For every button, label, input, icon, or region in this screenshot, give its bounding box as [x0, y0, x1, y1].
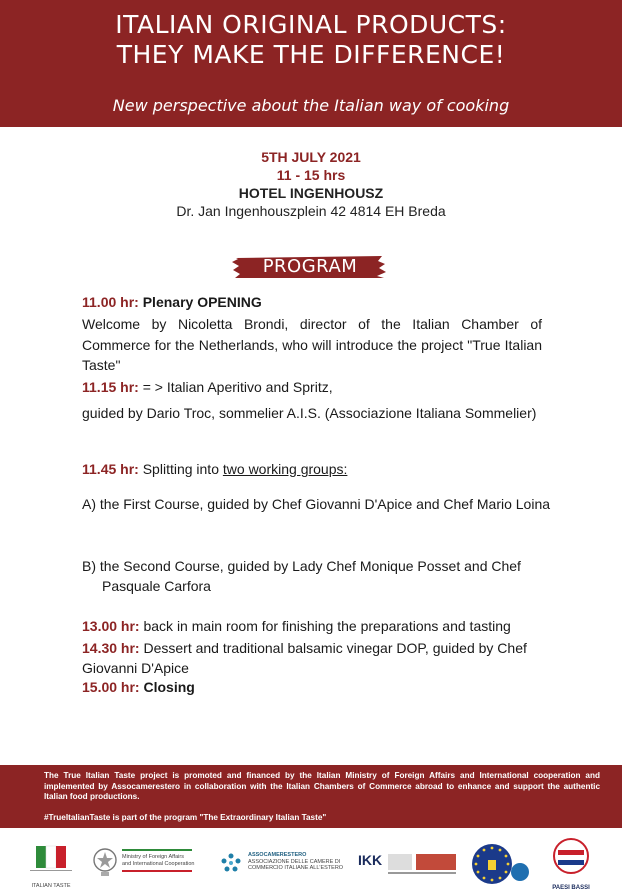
group-a: A) the First Course, guided by Chef Giovanni D'Apice and Chef Mario Loina — [82, 496, 551, 512]
header-banner — [0, 0, 622, 127]
program-item-1115 — [82, 377, 542, 397]
item-title-1115: = > Italian Aperitivo and Spritz, — [142, 379, 333, 395]
program-item-1300 — [82, 616, 542, 636]
program-item-1430 — [82, 638, 552, 678]
event-info — [0, 148, 622, 220]
program-text-1100: Welcome by Nicoletta Brondi, director of the Italian Chamber of Commerce for the Netherlands, who will introduce the project "True Italian Taste" — [82, 316, 542, 373]
event-venue: HOTEL INGENHOUSZ — [238, 185, 384, 201]
item-underlined-1145: two working groups: — [222, 461, 348, 477]
event-date: 5TH JULY 2021 — [261, 149, 361, 165]
assoc-line-2: ASSOCIAZIONE DELLE CAMERE DI — [248, 858, 341, 865]
ministry-line-2: and International Cooperation — [122, 860, 195, 867]
program-text-1115: guided by Dario Troc, sommelier A.I.S. (Associazione Italiana Sommelier) — [82, 405, 537, 421]
time-1115: 11.15 hr: — [82, 379, 139, 395]
program-item-1145 — [82, 459, 542, 479]
chamber-paesi-bassi-logo — [544, 836, 598, 892]
time-1430: 14.30 hr: — [82, 640, 140, 656]
eu-badge-logo — [470, 840, 530, 890]
time-1500: 15.00 hr: — [82, 679, 140, 695]
item-text-1300: back in main room for finishing the preparations and tasting — [143, 618, 511, 634]
emblem-icon — [92, 846, 118, 878]
item-text-1430: Dessert and traditional balsamic vinegar DOP, guided by Chef Giovanni D'Apice — [82, 640, 527, 676]
program-title: PROGRAM — [262, 256, 358, 277]
logo-strip — [0, 836, 622, 896]
italian-flag-icon — [28, 842, 74, 878]
program-item-1500 — [82, 677, 542, 697]
time-1100: 11.00 hr: — [82, 294, 139, 310]
item-text-1500: Closing — [143, 679, 195, 695]
paesi-bassi-text: PAESI BASSI — [552, 885, 590, 891]
ministry-line-1: Ministry of Foreign Affairs — [122, 854, 184, 860]
italian-taste-logo — [28, 842, 74, 890]
dots-cluster-icon — [220, 852, 242, 874]
item-text-1145: Splitting into — [142, 461, 219, 477]
title-line-1: ITALIAN ORIGINAL PRODUCTS: — [115, 10, 507, 39]
title-line-2: THEY MAKE THE DIFFERENCE! — [116, 40, 506, 69]
assocamerestero-logo — [220, 848, 344, 884]
ikk-logo — [358, 850, 458, 880]
subtitle: New perspective about the Italian way of cooking — [112, 96, 510, 115]
group-b: B) the Second Course, guided by Lady Chef Monique Posset and Chef Pasquale Carfora — [82, 558, 521, 594]
chamber-crest-icon — [544, 836, 598, 880]
event-hours: 11 - 15 hrs — [276, 167, 346, 183]
logo-italian-taste-text: ITALIAN TASTE — [31, 883, 71, 889]
ikk-text: IKK — [358, 852, 383, 868]
footer-hashtag: #TrueItalianTaste is part of the program "The Extraordinary Italian Taste" — [44, 813, 327, 822]
time-1145: 11.45 hr: — [82, 461, 139, 477]
footer-banner — [0, 765, 622, 828]
footer-text: The True Italian Taste project is promoted and financed by the Italian Ministry of Foreign Affairs and International cooperation and implemented by Assocamerestero in collaboration with the Italian Chambers of Commerce abroad to enhance and support the authentic Italian food productions. — [44, 771, 600, 801]
item-title-1100: Plenary OPENING — [142, 294, 262, 310]
eu-stars-icon — [470, 840, 530, 890]
time-1300: 13.00 hr: — [82, 618, 140, 634]
ministry-logo — [92, 846, 202, 886]
assoc-line-3: COMMERCIO ITALIANE ALL'ESTERO — [248, 865, 344, 871]
event-address: Dr. Jan Ingenhouszplein 42 4814 EH Breda — [176, 203, 446, 219]
program-item-1100 — [82, 292, 542, 312]
assoc-line-1: ASSOCAMERESTERO — [248, 852, 307, 858]
program-banner — [232, 255, 388, 279]
